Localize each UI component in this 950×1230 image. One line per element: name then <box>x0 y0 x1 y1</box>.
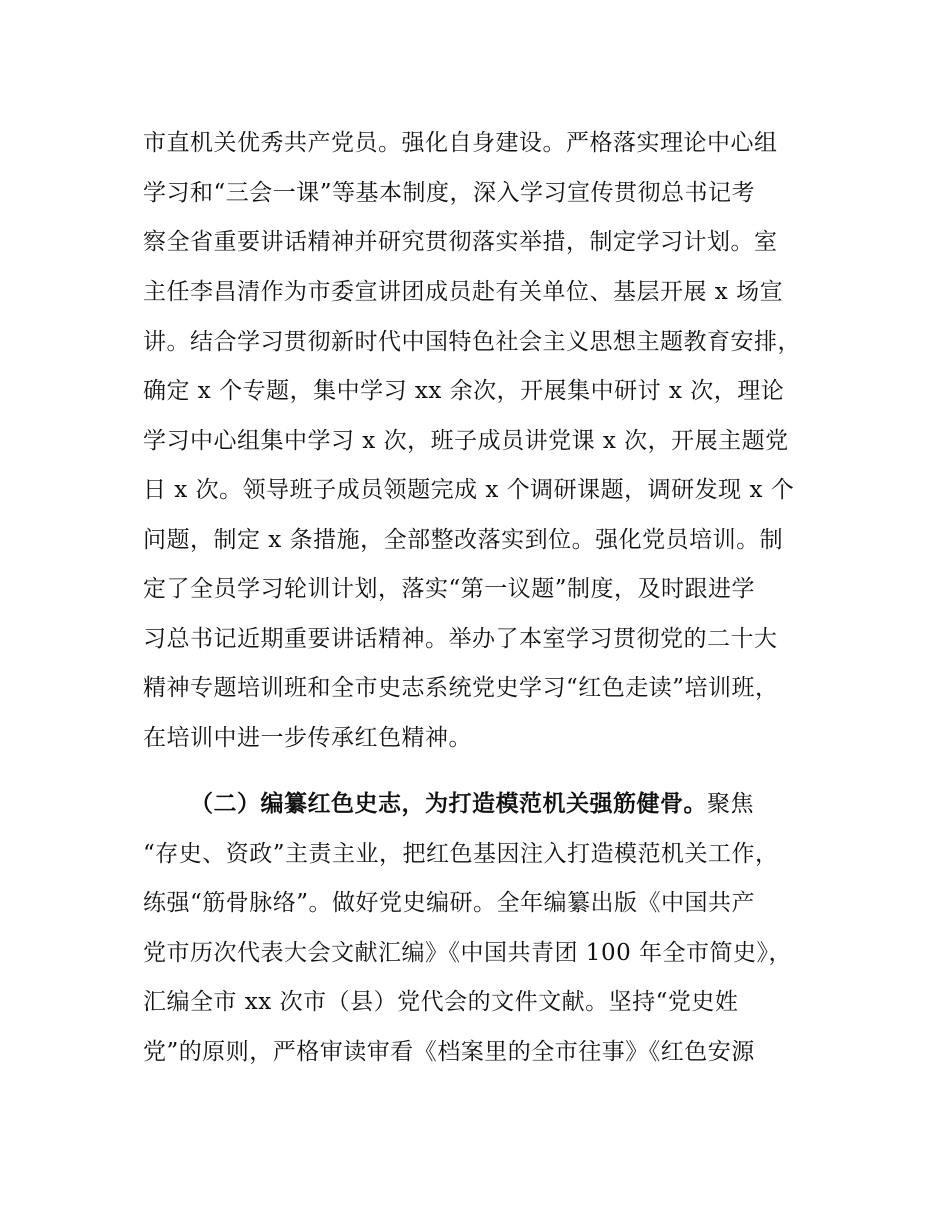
paragraph2-line-3: 练强“筋骨脉络”。做好党史编研。全年编纂出版《中国共产 <box>143 890 756 916</box>
paragraph1-line-6: 确定 x 个专题，集中学习 xx 余次，开展集中研讨 x 次，理论 <box>143 378 785 404</box>
paragraph1-line-4: 主任李昌清作为市委宣讲团成员赴有关单位、基层开展 x 场宣 <box>143 279 784 305</box>
paragraph1-line-9: 问题，制定 x 条措施，全部整改落实到位。强化党员培训。制 <box>143 527 784 553</box>
paragraph1-line-7: 学习中心组集中学习 x 次，班子成员讲党课 x 次，开展主题党 <box>143 428 789 454</box>
paragraph1-line-12: 精神专题培训班和全市史志系统党史学习“红色走读”培训班， <box>143 675 779 701</box>
paragraph2-first-line <box>190 789 754 819</box>
section-heading-continuation: 聚焦 <box>707 791 754 817</box>
paragraph1-line-13: 在培训中进一步传承红色精神。 <box>143 725 472 751</box>
paragraph1-line-5: 讲。结合学习贯彻新时代中国特色社会主义思想主题教育安排， <box>143 329 801 355</box>
paragraph2-line-6: 党”的原则，严格审读审看《档案里的全市往事》《红色安源 <box>143 1039 755 1065</box>
paragraph1-line-11: 习总书记近期重要讲话精神。举办了本室学习贯彻党的二十大 <box>143 626 778 652</box>
paragraph2-line-5: 汇编全市 xx 次市（县）党代会的文件文献。坚持“党史姓 <box>143 989 739 1015</box>
paragraph2-line-4: 党市历次代表大会文献汇编》《中国共青团 100 年全市简史》， <box>143 940 793 966</box>
paragraph1-line-8: 日 x 次。领导班子成员领题完成 x 个调研课题，调研发现 x 个 <box>143 477 795 503</box>
paragraph1-line-3: 察全省重要讲话精神并研究贯彻落实举措，制定学习计划。室 <box>143 229 778 255</box>
paragraph1-line-1: 市直机关优秀共产党员。强化自身建设。严格落实理论中心组 <box>143 130 778 156</box>
paragraph2-line-2: “存史、资政”主责主业，把红色基因注入打造模范机关工作， <box>143 841 779 867</box>
paragraph1-line-2: 学习和“三会一课”等基本制度，深入学习宣传贯彻总书记考 <box>143 180 756 206</box>
paragraph1-line-10: 定了全员学习轮训计划，落实“第一议题”制度，及时跟进学 <box>143 576 756 602</box>
section-heading: （二）编纂红色史志，为打造模范机关强筋健骨。 <box>190 791 707 817</box>
